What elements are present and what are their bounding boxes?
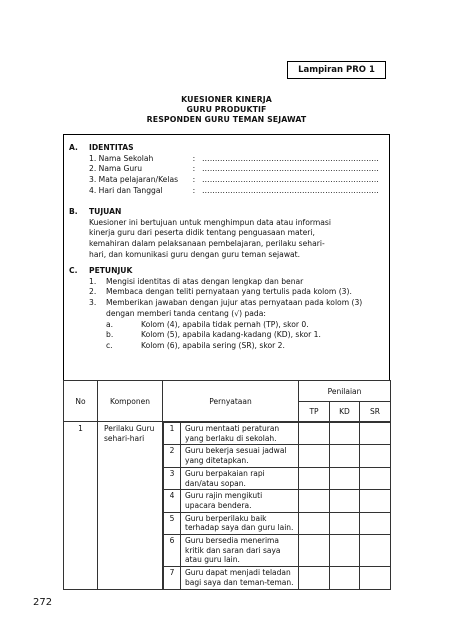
item-text-line: Memberikan jawaban dengan jujur atas pernyataan pada kolom (3)	[106, 298, 363, 308]
statement-number: 6	[164, 535, 181, 567]
section-heading: IDENTITAS	[89, 143, 134, 152]
statement-number: 5	[164, 512, 181, 534]
subitem-letter: a.	[106, 319, 114, 329]
tujuan-line: Kuesioner ini bertujuan untuk menghimpun data atau informasi	[89, 217, 331, 227]
section-letter: B.	[69, 207, 78, 216]
answer-cell-kd[interactable]	[330, 445, 360, 467]
statement-line: dan/atau sopan.	[185, 478, 246, 488]
answer-cell-sr[interactable]	[360, 490, 391, 512]
answer-cell-tp[interactable]	[299, 423, 330, 445]
petunjuk-subitem	[89, 320, 387, 331]
statement-text	[181, 445, 299, 467]
header-tp: TP	[299, 402, 330, 422]
statement-line: Guru rajin mengikuti	[185, 491, 263, 501]
field-label: 1. Nama Sekolah	[89, 153, 154, 163]
identitas-field	[89, 154, 379, 165]
header-sr: SR	[360, 402, 391, 422]
header-kd: KD	[330, 402, 360, 422]
row-number: 1	[64, 422, 98, 590]
section-identitas	[69, 143, 379, 197]
answer-cell-kd[interactable]	[330, 567, 360, 589]
answer-cell-tp[interactable]	[299, 535, 330, 567]
subitem-letter: b.	[106, 330, 114, 340]
statement-number: 2	[164, 445, 181, 467]
statement-line: Guru dapat menjadi teladan	[185, 568, 291, 578]
statement-row	[164, 490, 391, 512]
statement-text	[181, 467, 299, 489]
item-text	[106, 298, 387, 319]
statement-line: yang ditetapkan.	[185, 456, 249, 466]
komponen-line: sehari-hari	[104, 434, 145, 443]
statement-line: atau guru lain.	[185, 555, 240, 565]
field-dots[interactable]: ……………………………………………………………	[202, 185, 379, 195]
answer-cell-sr[interactable]	[360, 467, 391, 489]
statement-text	[181, 535, 299, 567]
title-line-3: RESPONDEN GURU TEMAN SEJAWAT	[146, 115, 307, 124]
statement-row	[164, 423, 391, 445]
header-pernyataan: Pernyataan	[163, 381, 299, 422]
identitas-field	[89, 175, 379, 186]
subitem-text: Kolom (5), apabila kadang-kadang (KD), skor 1.	[141, 330, 321, 340]
section-heading: TUJUAN	[89, 207, 122, 216]
answer-cell-kd[interactable]	[330, 490, 360, 512]
statement-line: Guru bekerja sesuai jadwal	[185, 446, 287, 456]
header-no: No	[64, 381, 98, 422]
answer-cell-kd[interactable]	[330, 512, 360, 534]
identitas-field	[89, 186, 379, 197]
answer-cell-sr[interactable]	[360, 445, 391, 467]
field-dots[interactable]: ……………………………………………………………	[202, 164, 379, 174]
statements-table	[163, 422, 391, 589]
tujuan-line: kinerja guru dari peserta didik tentang penguasaan materi,	[89, 228, 315, 238]
petunjuk-item	[89, 287, 387, 298]
field-colon: :	[192, 175, 196, 185]
table-row	[64, 422, 391, 590]
page-number: 272	[33, 597, 53, 608]
statement-line: Guru berpakaian rapi	[185, 468, 265, 478]
answer-cell-kd[interactable]	[330, 467, 360, 489]
subitem-text: Kolom (4), apabila tidak pernah (TP), skor 0.	[141, 319, 309, 329]
statement-text	[181, 490, 299, 512]
answer-cell-tp[interactable]	[299, 490, 330, 512]
title-line-2: GURU PRODUKTIF	[186, 105, 267, 114]
answer-cell-kd[interactable]	[330, 535, 360, 567]
answer-cell-sr[interactable]	[360, 423, 391, 445]
answer-cell-sr[interactable]	[360, 535, 391, 567]
tujuan-line: kemahiran dalam pelaksanaan pembelajaran, perilaku sehari-	[89, 239, 325, 249]
petunjuk-subitem	[89, 341, 387, 352]
section-heading: PETUNJUK	[89, 266, 133, 275]
field-label: 2. Nama Guru	[89, 164, 143, 174]
item-number: 3.	[89, 298, 97, 308]
statements-cell	[163, 422, 391, 590]
item-text-line: dengan memberi tanda centang (√) pada:	[106, 308, 266, 318]
field-dots[interactable]: ……………………………………………………………	[202, 153, 379, 163]
lampiran-label: Lampiran PRO 1	[287, 61, 386, 79]
identitas-field	[89, 164, 379, 175]
statement-line: kritik dan saran dari saya	[185, 545, 281, 555]
field-label: 4. Hari dan Tanggal	[89, 185, 163, 195]
statement-number: 1	[164, 423, 181, 445]
komponen-line: Perilaku Guru	[104, 424, 155, 433]
item-number: 1.	[89, 276, 97, 286]
statement-row	[164, 445, 391, 467]
statement-row	[164, 512, 391, 534]
tujuan-line: hari, dan komunikasi guru dengan guru teman sejawat.	[89, 249, 301, 259]
statement-line: Guru mentaati peraturan	[185, 424, 280, 433]
subitem-text: Kolom (6), apabila sering (SR), skor 2.	[141, 340, 285, 350]
section-letter: C.	[69, 266, 78, 275]
title-line-1: KUESIONER KINERJA	[181, 95, 272, 104]
statement-text	[181, 512, 299, 534]
statement-row	[164, 467, 391, 489]
row-komponen	[98, 422, 163, 590]
answer-cell-tp[interactable]	[299, 512, 330, 534]
field-colon: :	[192, 153, 196, 163]
petunjuk-item	[89, 277, 387, 288]
answer-cell-tp[interactable]	[299, 445, 330, 467]
section-letter: A.	[69, 143, 78, 152]
statement-text	[181, 567, 299, 589]
statement-number: 7	[164, 567, 181, 589]
statement-text	[181, 423, 299, 445]
field-colon: :	[192, 164, 196, 174]
section-petunjuk	[69, 266, 387, 352]
answer-cell-kd[interactable]	[330, 423, 360, 445]
item-text: Mengisi identitas di atas dengan lengkap dan benar	[106, 276, 304, 286]
statement-line: Guru bersedia menerima	[185, 536, 279, 546]
statement-line: terhadap saya dan guru lain.	[185, 523, 294, 533]
statement-row	[164, 567, 391, 589]
field-colon: :	[192, 185, 196, 195]
petunjuk-item	[89, 298, 387, 319]
item-text: Membaca dengan teliti pernyataan yang tertulis pada kolom (3).	[106, 287, 352, 297]
statement-number: 4	[164, 490, 181, 512]
statement-line: upacara bendera.	[185, 500, 252, 510]
answer-cell-sr[interactable]	[360, 512, 391, 534]
field-label: 3. Mata pelajaran/Kelas	[89, 175, 179, 185]
header-penilaian: Penilaian	[299, 381, 391, 402]
questionnaire-table	[63, 380, 391, 590]
statement-number: 3	[164, 467, 181, 489]
answer-cell-tp[interactable]	[299, 467, 330, 489]
answer-cell-tp[interactable]	[299, 567, 330, 589]
subitem-letter: c.	[106, 340, 113, 350]
header-komponen: Komponen	[98, 381, 163, 422]
answer-cell-sr[interactable]	[360, 567, 391, 589]
statement-line: yang berlaku di sekolah.	[185, 433, 277, 443]
section-tujuan	[69, 207, 384, 261]
statement-line: Guru berperilaku baik	[185, 513, 267, 523]
statement-row	[164, 535, 391, 567]
item-number: 2.	[89, 287, 97, 297]
field-dots[interactable]: ……………………………………………………………	[202, 175, 379, 185]
petunjuk-subitem	[89, 330, 387, 341]
statement-line: bagi saya dan teman-teman.	[185, 577, 294, 587]
